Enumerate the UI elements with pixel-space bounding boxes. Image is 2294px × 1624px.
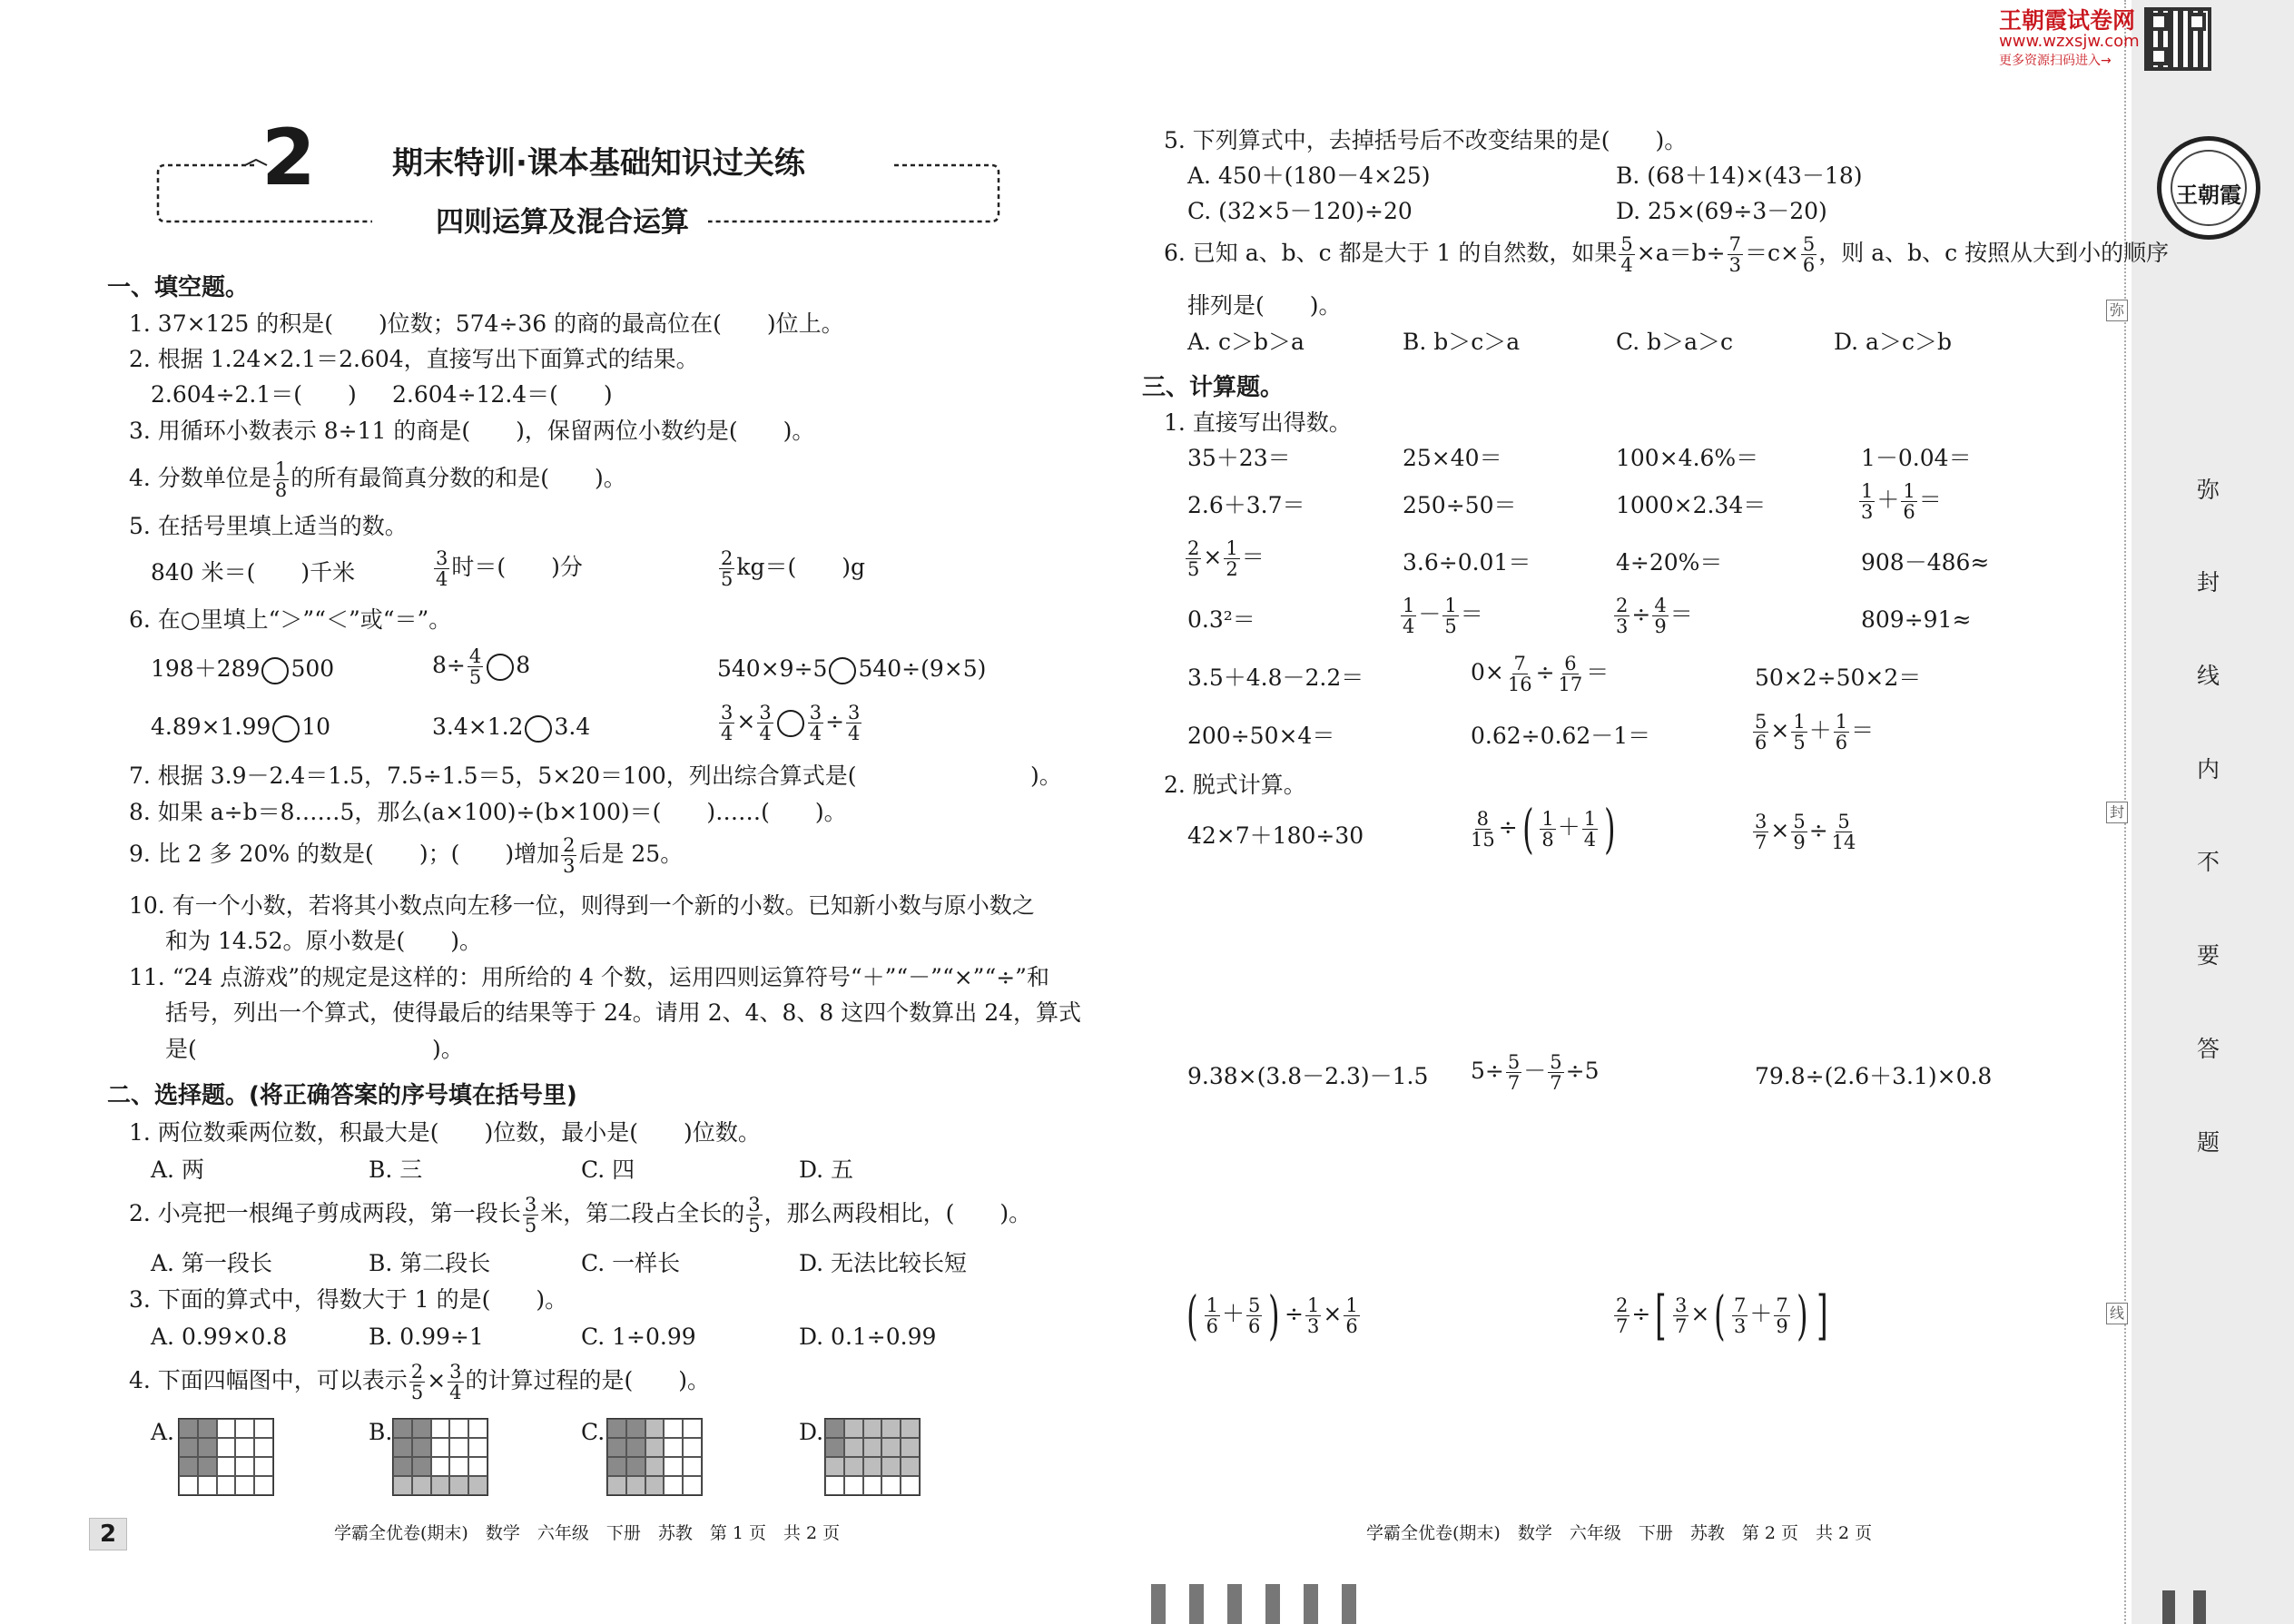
qr-code-icon: [2144, 7, 2211, 71]
s2-q1-option-b[interactable]: B. 三: [369, 1156, 423, 1183]
s2-heading: 二、选择题。(将正确答案的序号填在括号里): [107, 1082, 577, 1109]
s2-q6: 6. 已知 a、b、c 都是大于 1 的自然数，如果 $\frac{5}{4}$ ×a＝b÷ $\frac{7}{3}$ ＝c× $\frac{5}{6}$ ，则 a、b、c 按照从大到小的顺序: [1164, 233, 2170, 276]
header-number: 2: [261, 113, 316, 203]
sidebar-char-8: 题: [2197, 1129, 2220, 1156]
header-title: 期末特训·课本基础知识过关练: [392, 145, 805, 182]
brand-name: 王朝霞试卷网: [1999, 7, 2136, 34]
step-calc-4: 9.38×(3.8－2.3)－1.5: [1187, 1063, 1429, 1089]
bottom-bars: [1151, 1584, 1378, 1624]
s1-q2a: 2.604÷2.1＝( ): [151, 381, 357, 408]
s1-q11b: 括号，列出一个算式，使得最后的结果等于 24。请用 2、4、8、8 这四个数算出 24，算式: [165, 999, 1082, 1026]
cut-mark-3: 线: [2106, 1303, 2128, 1324]
calc-1-3: 100×4.6%＝: [1616, 445, 1759, 471]
s1-q5: 5. 在括号里填上适当的数。: [129, 513, 408, 539]
calc-5-3: 50×2÷50×2＝: [1755, 664, 1922, 691]
s2-q4-option-b[interactable]: B.: [369, 1419, 393, 1445]
calc-5-2: 0× $\frac{7}{16}$ ÷ $\frac{6}{17}$ ＝: [1471, 653, 1610, 695]
step-calc-8: $\frac{2}{7}$ ÷[ $\frac{3}{7}$ ×( $\frac{7}{3}$ ＋ $\frac{7}{9}$ ) ]: [1616, 1284, 1828, 1346]
s2-q2-option-b[interactable]: B. 第二段长: [369, 1250, 491, 1276]
calc-2-3: 1000×2.34＝: [1616, 492, 1767, 518]
s2-q5-option-a[interactable]: A. 450＋(180－4×25): [1187, 162, 1431, 189]
sidebar-char-6: 要: [2197, 942, 2220, 969]
s1-heading: 一、填空题。: [107, 274, 250, 301]
calc-6-2: 0.62÷0.62－1＝: [1471, 723, 1651, 749]
s2-q1-option-a[interactable]: A. 两: [151, 1156, 204, 1183]
calc-4-2: $\frac{1}{4}$ － $\frac{1}{5}$ ＝: [1403, 595, 1483, 637]
compare-circle[interactable]: [777, 710, 804, 737]
s2-q3-option-c[interactable]: C. 1÷0.99: [581, 1324, 696, 1350]
s2-q6-option-b[interactable]: B. b＞c＞a: [1403, 329, 1521, 355]
compare-circle[interactable]: [487, 654, 514, 681]
s2-q3-option-d[interactable]: D. 0.1÷0.99: [799, 1324, 937, 1350]
s2-q2: 2. 小亮把一根绳子剪成两段，第一段长 $\frac{3}{5}$ 米，第二段占全长的 $\frac{3}{5}$ ，那么两段相比，( )。: [129, 1194, 1032, 1236]
calc-3-3: 4÷20%＝: [1616, 549, 1723, 576]
s1-q6b: 8÷ $\frac{4}{5}$ 8: [432, 645, 531, 688]
s1-q5c: $\frac{2}{5}$ kg＝( )g: [721, 547, 866, 590]
header-subtitle: 四则运算及混合运算: [436, 206, 689, 239]
s1-q10a: 10. 有一个小数，若将其小数点向左移一位，则得到一个新的小数。已知新小数与原小数之: [129, 892, 1035, 919]
s1-q8: 8. 如果 a÷b＝8……5，那么(a×100)÷(b×100)＝( )……( )。: [129, 799, 847, 825]
s2-q3-option-a[interactable]: A. 0.99×0.8: [151, 1324, 288, 1350]
compare-circle[interactable]: [525, 715, 552, 743]
s2-q5: 5. 下列算式中，去掉括号后不改变结果的是( )。: [1164, 127, 1688, 153]
step-calc-6: 79.8÷(2.6＋3.1)×0.8: [1755, 1063, 1993, 1089]
calc-3-2: 3.6÷0.01＝: [1403, 549, 1531, 576]
s1-q6a: 198＋289 500: [151, 655, 334, 684]
s2-q6-option-d[interactable]: D. a＞c＞b: [1834, 329, 1952, 355]
sidebar-char-7: 答: [2197, 1036, 2220, 1062]
s1-q6d: 4.89×1.99 10: [151, 714, 330, 743]
calc-2-1: 2.6＋3.7＝: [1187, 492, 1305, 518]
brand-tagline: 更多资源扫码进入→: [1999, 54, 2112, 68]
s1-q6e: 3.4×1.2 3.4: [432, 714, 590, 743]
s1-q1: 1. 37×125 的积是( )位数；574÷36 的商的最高位在( )位上。: [129, 310, 844, 337]
step-calc-3: $\frac{3}{7}$ × $\frac{5}{9}$ ÷ $\frac{5}{14}$: [1755, 811, 1856, 853]
s1-q4: 4. 分数单位是 $\frac{1}{8}$ 的所有最简真分数的和是( )。: [129, 458, 626, 501]
footer-right: 学霸全优卷(期末) 数学 六年级 下册 苏教 第 2 页 共 2 页: [1366, 1523, 1873, 1543]
s2-q4-option-d[interactable]: D.: [799, 1419, 824, 1445]
s2-q5-option-b[interactable]: B. (68＋14)×(43－18): [1616, 162, 1863, 189]
calc-4-3: $\frac{2}{3}$ ÷ $\frac{4}{9}$ ＝: [1616, 595, 1693, 637]
calc-3-4: 908－486≈: [1861, 549, 1990, 576]
s2-q2-option-d[interactable]: D. 无法比较长短: [799, 1250, 968, 1276]
compare-circle[interactable]: [272, 715, 300, 743]
s2-q1-option-d[interactable]: D. 五: [799, 1156, 854, 1183]
footer-left: 学霸全优卷(期末) 数学 六年级 下册 苏教 第 1 页 共 2 页: [334, 1523, 841, 1543]
s1-q7: 7. 根据 3.9－2.4＝1.5，7.5÷1.5＝5，5×20＝100，列出综合算式是(: [129, 763, 857, 789]
s1-q11a: 11. “24 点游戏”的规定是这样的：用所给的 4 个数，运用四则运算符号“＋”“－”“×”“÷”和: [129, 964, 1049, 990]
s1-q10b: 和为 14.52。原小数是( )。: [165, 928, 483, 954]
seal-text: 王朝霞: [2176, 182, 2241, 208]
grid-diagram-b: [392, 1418, 488, 1496]
sidebar-char-3: 线: [2197, 663, 2220, 689]
s2-q4-option-a[interactable]: A.: [151, 1419, 175, 1445]
s2-q2-option-a[interactable]: A. 第一段长: [151, 1250, 272, 1276]
calc-2-4: $\frac{1}{3}$ ＋ $\frac{1}{6}$ ＝: [1861, 480, 1942, 523]
s1-q11c-end: )。: [432, 1036, 464, 1062]
calc-5-1: 3.5＋4.8－2.2＝: [1187, 664, 1364, 691]
s1-q6c: 540×9÷5 540÷(9×5): [717, 655, 986, 684]
step-calc-1: 42×7＋180÷30: [1187, 822, 1364, 849]
step-calc-2: $\frac{8}{15}$ ÷( $\frac{1}{8}$ ＋ $\frac{1}{4}$ ): [1471, 798, 1616, 860]
s1-q6f: $\frac{3}{4}$ × $\frac{3}{4}$ $\frac{3}{4}$ ÷ $\frac{3}{4}$: [721, 702, 861, 744]
s2-q4: 4. 下面四幅图中，可以表示 $\frac{2}{5}$ × $\frac{3}{4}$ 的计算过程的是( )。: [129, 1361, 711, 1403]
sidebar-char-4: 内: [2197, 756, 2220, 782]
sidebar-char-5: 不: [2197, 849, 2220, 875]
s2-q4-option-c[interactable]: C.: [581, 1419, 605, 1445]
brand-seal: [2157, 136, 2260, 240]
s1-q9: 9. 比 2 多 20% 的数是( )；( )增加 $\frac{2}{3}$ 后是 25。: [129, 834, 684, 877]
s1-q6: 6. 在○里填上“＞”“＜”或“＝”。: [129, 606, 452, 633]
s2-q6-option-c[interactable]: C. b＞a＞c: [1616, 329, 1734, 355]
compare-circle[interactable]: [261, 657, 289, 684]
s2-q6-option-a[interactable]: A. c＞b＞a: [1187, 329, 1305, 355]
s2-q1: 1. 两位数乘两位数，积最大是( )位数，最小是( )位数。: [129, 1119, 761, 1146]
s1-q2b: 2.604÷12.4＝( ): [392, 381, 613, 408]
sidebar-char-2: 封: [2197, 569, 2220, 595]
calc-4-1: 0.3²＝: [1187, 606, 1255, 633]
cut-mark-1: 弥: [2106, 300, 2128, 321]
s2-q5-option-c[interactable]: C. (32×5－120)÷20: [1187, 198, 1413, 224]
calc-4-4: 809÷91≈: [1861, 606, 1972, 633]
calc-3-1: $\frac{2}{5}$ × $\frac{1}{2}$ ＝: [1187, 537, 1265, 580]
s2-q3: 3. 下面的算式中，得数大于 1 的是( )。: [129, 1286, 568, 1313]
calc-1-2: 25×40＝: [1403, 445, 1502, 471]
s2-q3-option-b[interactable]: B. 0.99÷1: [369, 1324, 484, 1350]
s1-q3: 3. 用循环小数表示 8÷11 的商是( )，保留两位小数约是( )。: [129, 418, 815, 444]
s3-p1: 1. 直接写出得数。: [1164, 409, 1352, 436]
s1-q2: 2. 根据 1.24×2.1＝2.604，直接写出下面算式的结果。: [129, 346, 699, 372]
s1-q5b: $\frac{3}{4}$ 时＝( )分: [436, 547, 583, 590]
s2-q5-option-d[interactable]: D. 25×(69÷3－20): [1616, 198, 1827, 224]
calc-1-4: 1－0.04＝: [1861, 445, 1972, 471]
brand-url: www.wzxsjw.com: [1999, 32, 2140, 51]
step-calc-5: 5÷ $\frac{5}{7}$ － $\frac{5}{7}$ ÷5: [1471, 1051, 1600, 1094]
calc-2-2: 250÷50＝: [1403, 492, 1517, 518]
calc-1-1: 35＋23＝: [1187, 445, 1291, 471]
s1-q11c: 是(: [165, 1036, 197, 1062]
compare-circle[interactable]: [829, 657, 856, 684]
s3-heading: 三、计算题。: [1142, 374, 1285, 401]
s2-q6b: 排列是( )。: [1187, 292, 1342, 319]
cut-mark-2: 封: [2106, 802, 2128, 823]
grid-diagram-d: [824, 1418, 921, 1496]
calc-6-3: $\frac{5}{6}$ × $\frac{1}{5}$ ＋ $\frac{1}{6}$ ＝: [1755, 711, 1875, 753]
calc-6-1: 200÷50×4＝: [1187, 723, 1335, 749]
page-badge: [89, 1518, 127, 1550]
grid-diagram-a: [178, 1418, 274, 1496]
s2-q1-option-c[interactable]: C. 四: [581, 1156, 635, 1183]
s2-q2-option-c[interactable]: C. 一样长: [581, 1250, 681, 1276]
sidebar-bars: [2162, 1590, 2217, 1624]
s1-q7-end: )。: [1030, 763, 1062, 789]
s1-q5a: 840 米＝( )千米: [151, 559, 356, 586]
s3-p2: 2. 脱式计算。: [1164, 772, 1306, 798]
grid-diagram-c: [606, 1418, 703, 1496]
sidebar-char-1: 弥: [2197, 477, 2220, 503]
page-badge-number: 2: [99, 1521, 117, 1548]
step-calc-7: ( $\frac{1}{6}$ ＋ $\frac{5}{6}$ ) ÷ $\frac{1}{3}$ × $\frac{1}{6}$: [1186, 1284, 1358, 1346]
